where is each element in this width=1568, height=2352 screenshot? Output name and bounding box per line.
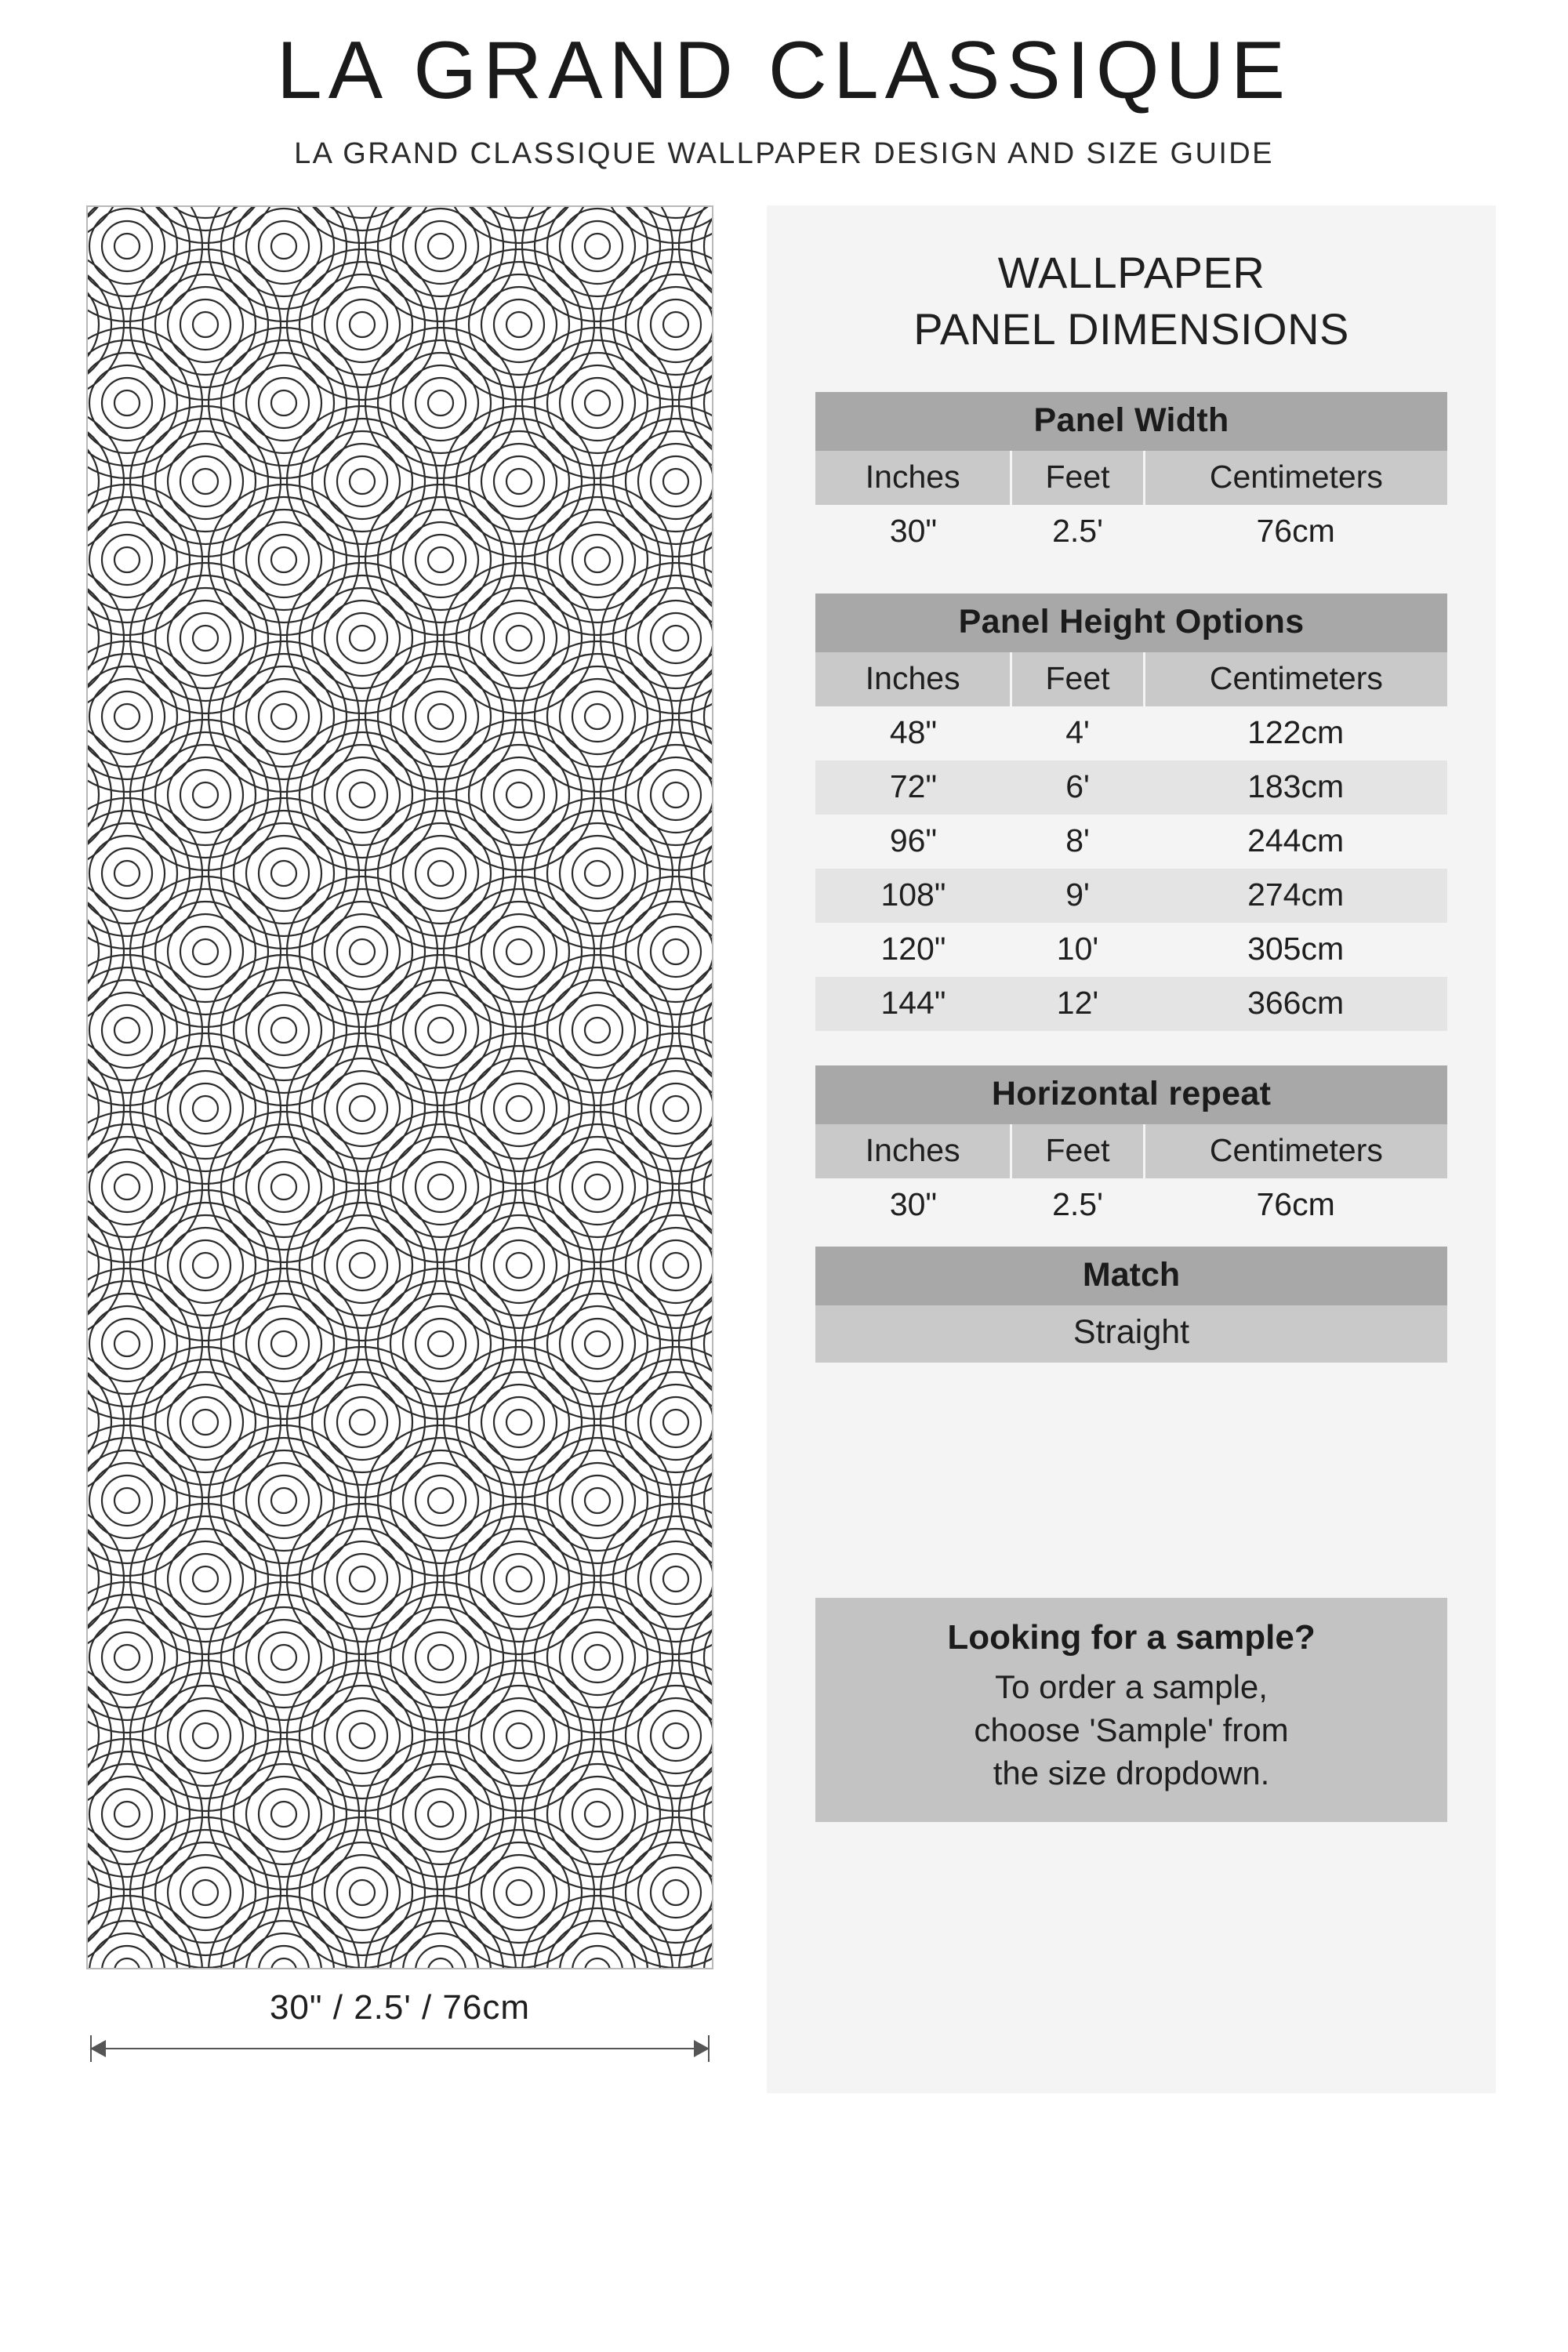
spacer [815, 559, 1447, 593]
page-title: LA GRAND CLASSIQUE [276, 25, 1292, 116]
cell-centimeters: 76cm [1256, 512, 1335, 549]
column-header-centimeters: Centimeters [1144, 652, 1447, 706]
pattern-graphic [88, 207, 712, 1968]
cell-centimeters: 244cm [1247, 822, 1345, 858]
table-row [815, 505, 1447, 559]
cell-centimeters: 366cm [1144, 977, 1447, 1031]
wallpaper-pattern-swatch [86, 205, 713, 1969]
column-header-feet: Feet [1011, 451, 1144, 505]
match-value: Straight [815, 1305, 1447, 1363]
sample-callout-line2: choose 'Sample' from [974, 1711, 1289, 1748]
spacer [815, 1232, 1447, 1247]
panel-width-table [815, 392, 1447, 559]
match-table [815, 1247, 1447, 1363]
column-header-feet: Feet [1011, 652, 1144, 706]
cell-inches: 120" [880, 930, 946, 967]
table-header-row [815, 451, 1447, 505]
table-header-row [815, 1124, 1447, 1178]
dimensions-panel [767, 205, 1496, 2093]
cell-centimeters: 305cm [1247, 930, 1345, 967]
panel-heading [815, 245, 1447, 357]
cell-centimeters: 122cm [1247, 713, 1345, 750]
table-row [815, 1305, 1447, 1363]
table-title-row [815, 392, 1447, 451]
table-title-row [815, 1247, 1447, 1305]
panel-heading-line2: PANEL DIMENSIONS [913, 303, 1349, 354]
table-title-row [815, 1065, 1447, 1124]
cell-feet: 8' [1065, 822, 1090, 858]
cell-inches: 108" [815, 869, 1011, 923]
cell-feet: 4' [1065, 713, 1090, 750]
cell-feet: 2.5' [1052, 512, 1103, 549]
panel-heading-line1: WALLPAPER [997, 248, 1265, 298]
column-header-inches: Inches [815, 1124, 1011, 1178]
cell-centimeters: 183cm [1144, 760, 1447, 815]
horizontal-repeat-table [815, 1065, 1447, 1232]
sample-callout-line1: To order a sample, [995, 1668, 1268, 1705]
cell-feet: 9' [1011, 869, 1144, 923]
arrow-head-right-icon [694, 2040, 710, 2057]
cell-inches: 72" [815, 760, 1011, 815]
match-title: Match [815, 1247, 1447, 1305]
page-header [0, 0, 1568, 171]
page-subtitle: LA GRAND CLASSIQUE WALLPAPER DESIGN AND SIZE GUIDE [294, 137, 1274, 171]
column-header-centimeters: Centimeters [1144, 1124, 1447, 1178]
table-row [815, 977, 1447, 1031]
cell-centimeters: 76cm [1256, 1185, 1335, 1222]
table-row [815, 760, 1447, 815]
dimension-line [98, 2048, 702, 2049]
column-header-inches: Inches [815, 451, 1011, 505]
cell-centimeters: 274cm [1144, 869, 1447, 923]
table-row [815, 815, 1447, 869]
horizontal-repeat-title: Horizontal repeat [815, 1065, 1447, 1124]
swatch-column [86, 205, 713, 2062]
spacer [815, 1031, 1447, 1065]
swatch-width-label: 30" / 2.5' / 76cm [269, 1988, 531, 2027]
dimension-arrow [90, 2035, 710, 2062]
swatch-width-measure [86, 1974, 713, 2062]
cell-inches: 30" [889, 512, 938, 549]
main-content [0, 205, 1568, 2093]
cell-inches: 48" [889, 713, 938, 750]
sample-callout-line3: the size dropdown. [993, 1755, 1270, 1792]
cell-feet: 12' [1011, 977, 1144, 1031]
table-row [815, 923, 1447, 977]
table-title-row [815, 593, 1447, 652]
column-header-centimeters: Centimeters [1144, 451, 1447, 505]
cell-inches: 144" [815, 977, 1011, 1031]
table-header-row [815, 652, 1447, 706]
cell-inches: 96" [889, 822, 938, 858]
cell-feet: 2.5' [1052, 1185, 1103, 1222]
column-header-inches: Inches [815, 652, 1011, 706]
table-row [815, 1178, 1447, 1232]
arrow-head-left-icon [90, 2040, 106, 2057]
sample-callout-title: Looking for a sample? [947, 1617, 1316, 1657]
cell-feet: 6' [1011, 760, 1144, 815]
panel-width-title: Panel Width [815, 392, 1447, 451]
sample-callout [815, 1598, 1447, 1822]
table-row [815, 869, 1447, 923]
panel-height-table [815, 593, 1447, 1031]
cell-inches: 30" [889, 1185, 938, 1222]
cell-feet: 10' [1056, 930, 1099, 967]
panel-height-title: Panel Height Options [815, 593, 1447, 652]
table-row [815, 706, 1447, 760]
column-header-feet: Feet [1011, 1124, 1144, 1178]
